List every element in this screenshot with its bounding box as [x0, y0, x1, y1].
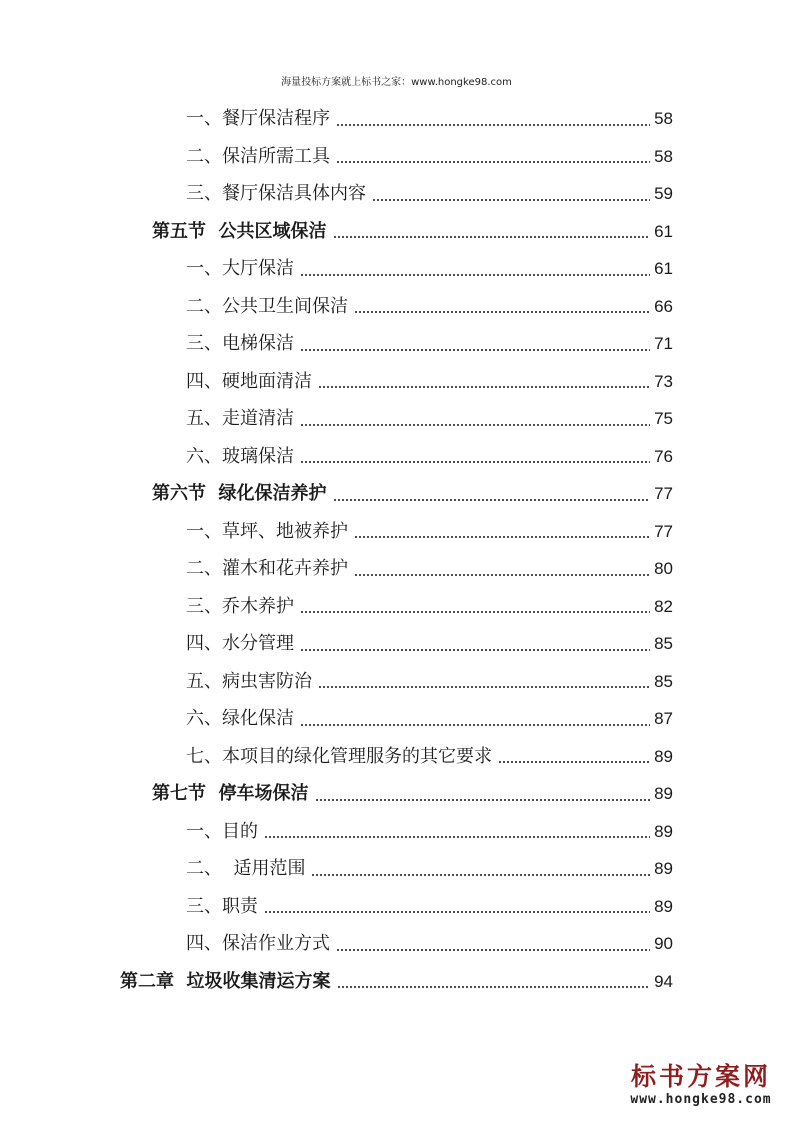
toc-entry-label: 五、走道清洁: [186, 408, 294, 429]
toc-entry-label: 七、本项目的绿化管理服务的其它要求: [186, 745, 492, 767]
toc-entry-page-number: 80: [654, 559, 673, 578]
toc-entry[interactable]: [186, 850, 673, 887]
toc-section-entry[interactable]: [152, 213, 673, 250]
toc-dot-leader: [264, 911, 650, 913]
toc-dot-leader: [498, 761, 650, 763]
toc-entry[interactable]: [186, 550, 673, 587]
toc-entry-page-number: 77: [654, 521, 673, 541]
toc-entry-page-number: 76: [654, 446, 673, 466]
toc-entry-page-number: 77: [654, 484, 673, 503]
toc-entry-label: 第二章 垃圾收集清运方案: [120, 970, 331, 992]
toc-entry-page-number: 89: [654, 859, 673, 878]
toc-entry-page-number: 66: [654, 296, 673, 316]
toc-section-entry[interactable]: [152, 775, 673, 812]
toc-dot-leader: [311, 874, 650, 876]
toc-entry-label: 三、电梯保洁: [186, 333, 294, 354]
toc-dot-leader: [300, 611, 650, 613]
toc-entry[interactable]: [186, 438, 673, 475]
toc-dot-leader: [315, 799, 651, 801]
header-note: 海量投标方案就上标书之家：www.hongke98.com: [281, 77, 512, 88]
toc-entry-page-number: 85: [654, 634, 673, 653]
toc-entry-label: 四、保洁作业方式: [186, 933, 330, 954]
toc-entry-page-number: 71: [654, 334, 673, 353]
toc-entry-label: 二、灌木和花卉养护: [186, 558, 348, 579]
toc-entry[interactable]: [186, 738, 673, 775]
toc-entry-label: 一、草坪、地被养护: [186, 520, 348, 542]
toc-entry-label: 第五节 公共区域保洁: [152, 220, 327, 242]
toc-entry[interactable]: [186, 100, 673, 137]
toc-entry[interactable]: [186, 138, 673, 175]
toc-entry-label: 四、硬地面清洁: [186, 370, 312, 392]
toc-entry-label: 五、病虫害防治: [186, 670, 312, 692]
toc-entry[interactable]: [186, 363, 673, 400]
toc-dot-leader: [336, 161, 650, 163]
toc-entry[interactable]: [186, 700, 673, 737]
toc-entry-page-number: 59: [654, 184, 673, 203]
toc-entry-page-number: 89: [654, 746, 673, 766]
toc-dot-leader: [318, 686, 650, 688]
toc-entry-label: 三、乔木养护: [186, 595, 294, 617]
toc-entry[interactable]: [186, 513, 673, 550]
toc-entry-page-number: 90: [654, 934, 673, 953]
toc-dot-leader: [354, 574, 650, 576]
toc-entry-label: 一、大厅保洁: [186, 258, 294, 279]
toc-entry-label: 二、公共卫生间保洁: [186, 295, 348, 317]
toc-dot-leader: [372, 199, 650, 201]
toc-entry-page-number: 61: [654, 259, 673, 278]
toc-dot-leader: [300, 649, 650, 651]
toc-entry[interactable]: [186, 625, 673, 662]
toc-dot-leader: [333, 236, 651, 238]
toc-dot-leader: [300, 461, 650, 463]
toc-entry-page-number: 58: [654, 146, 673, 166]
toc-dot-leader: [354, 536, 650, 538]
toc-entry-page-number: 89: [654, 821, 673, 841]
toc-dot-leader: [318, 386, 650, 388]
toc-dot-leader: [300, 424, 650, 426]
toc-entry-label: 二、 适用范围: [186, 858, 306, 879]
toc-entry[interactable]: [186, 325, 673, 362]
toc-dot-leader: [337, 986, 651, 988]
toc-entry[interactable]: [186, 588, 673, 625]
toc-entry-page-number: 94: [654, 971, 673, 991]
toc-entry-page-number: 73: [654, 371, 673, 391]
toc-entry-label: 四、水分管理: [186, 633, 294, 654]
toc-entry-label: 六、绿化保洁: [186, 708, 294, 729]
toc-entry-page-number: 82: [654, 596, 673, 616]
toc-entry-label: 二、保洁所需工具: [186, 145, 330, 167]
toc-entry[interactable]: [186, 925, 673, 962]
toc-entry[interactable]: [186, 175, 673, 212]
toc-entry-page-number: 87: [654, 709, 673, 728]
toc-entry[interactable]: [186, 663, 673, 700]
toc-dot-leader: [300, 274, 650, 276]
toc-dot-leader: [336, 949, 650, 951]
toc-dot-leader: [333, 499, 651, 501]
toc-dot-leader: [354, 311, 650, 313]
toc-entry-label: 一、餐厅保洁程序: [186, 108, 330, 129]
toc-entry-page-number: 89: [654, 784, 673, 803]
toc-entry[interactable]: [186, 813, 673, 850]
toc-entry-page-number: 58: [654, 109, 673, 128]
toc-section-entry[interactable]: [152, 475, 673, 512]
toc-dot-leader: [300, 349, 650, 351]
toc-entry[interactable]: [186, 888, 673, 925]
toc-entry-label: 第六节 绿化保洁养护: [152, 483, 327, 504]
toc-entry[interactable]: [186, 400, 673, 437]
watermark-url: www.hongke98.com: [630, 1092, 772, 1107]
toc-entry-label: 三、职责: [186, 895, 258, 917]
toc-entry-label: 三、餐厅保洁具体内容: [186, 183, 366, 204]
toc-chapter-entry[interactable]: [120, 963, 673, 1000]
toc-dot-leader: [264, 836, 650, 838]
toc-entry-page-number: 89: [654, 896, 673, 916]
toc-dot-leader: [300, 724, 650, 726]
watermark-title: 标书方案网: [630, 1062, 771, 1091]
toc-entry-page-number: 85: [654, 671, 673, 691]
toc-entry-page-number: 75: [654, 409, 673, 428]
toc-entry[interactable]: [186, 288, 673, 325]
toc-entry[interactable]: [186, 250, 673, 287]
toc-entry-page-number: 61: [654, 221, 673, 241]
watermark-logo: [621, 1062, 781, 1108]
toc-entry-label: 六、玻璃保洁: [186, 445, 294, 467]
toc-entry-label: 一、目的: [186, 820, 258, 842]
toc-dot-leader: [336, 124, 650, 126]
toc-entry-label: 第七节 停车场保洁: [152, 783, 309, 804]
